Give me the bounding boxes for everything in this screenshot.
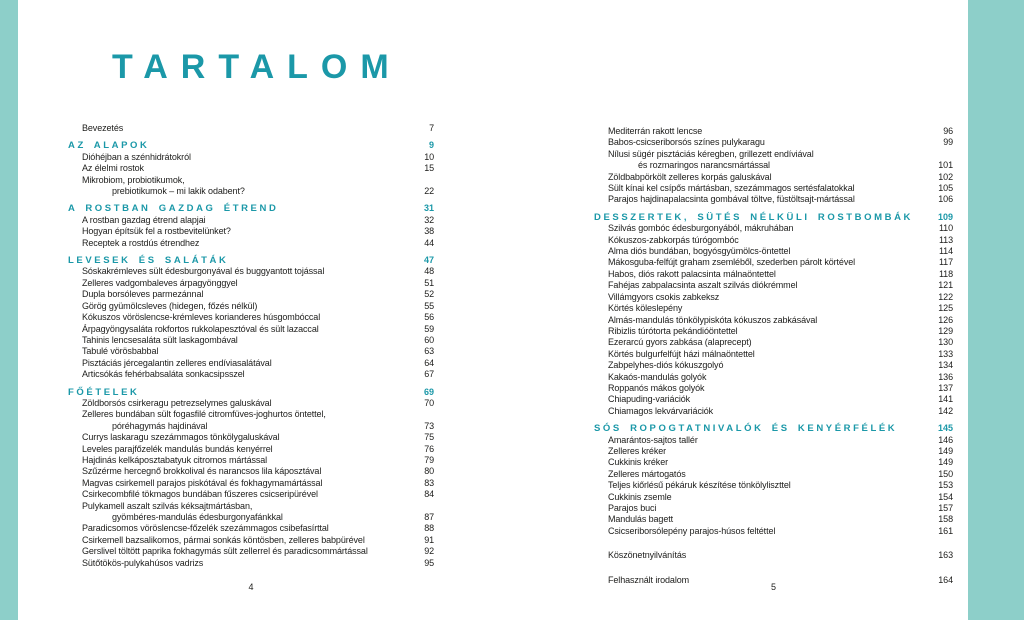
toc-entry-label: Hajdinás kelkáposztabatyuk citromos mártással xyxy=(82,454,268,465)
toc-entry xyxy=(68,215,434,226)
toc-entry-page: 76 xyxy=(424,443,434,454)
toc-entry-page: 91 xyxy=(424,534,434,545)
toc-entry xyxy=(68,369,434,380)
toc-section xyxy=(68,255,434,380)
toc-entry-label: Csirkecombfilé tökmagos bundában fűszeres csicseripürével xyxy=(82,489,318,500)
toc-entry xyxy=(68,175,434,186)
toc-entry xyxy=(68,163,434,174)
toc-entry-label: Ezerarcú gyors zabkása (alaprecept) xyxy=(608,337,752,348)
toc-entry-label: Paradicsomos vöröslencse-főzelék szezámmagos csibefasírttal xyxy=(82,523,329,534)
toc-entry-page: 153 xyxy=(938,480,953,491)
toc-entry-label: Cukkinis zsemle xyxy=(608,491,672,502)
toc-entry-label: Kókuszos vöröslencse-krémleves korianderes húsgombóccal xyxy=(82,312,321,323)
toc-entry xyxy=(594,394,953,405)
toc-entry-label: Receptek a rostdús étrendhez xyxy=(82,237,200,248)
toc-entry-page: 137 xyxy=(938,382,953,393)
toc-entry xyxy=(68,432,434,443)
toc-entry-label: Currys laskaragu szezámmagos tönkölygaluskával xyxy=(82,432,280,443)
toc-entry xyxy=(68,558,434,569)
toc-entry-page: 7 xyxy=(429,123,434,133)
toc-entry xyxy=(68,238,434,249)
toc-entry-label: Zelleres bundában sült fogasfilé citromfüves-joghurtos öntettel, xyxy=(82,409,326,420)
toc-entry-page: 38 xyxy=(424,226,434,237)
toc-section-heading-label: LEVESEK ÉS SALÁTÁK xyxy=(68,255,229,267)
toc-entry xyxy=(68,523,434,534)
toc-entry-label: Parajos buci xyxy=(608,503,657,513)
toc-entry-page: 88 xyxy=(424,523,434,534)
toc-entry xyxy=(68,266,434,277)
toc-section xyxy=(594,212,953,417)
toc-entry-continuation-page: 22 xyxy=(424,186,434,197)
toc-entry-page: 75 xyxy=(424,432,434,443)
toc-section xyxy=(594,126,953,206)
toc-entry-page: 142 xyxy=(938,405,953,416)
toc-entry-page: 99 xyxy=(943,137,953,148)
toc-entry xyxy=(594,469,953,480)
toc-entry-page: 51 xyxy=(424,277,434,288)
toc-entry-label: Amarántos-sajtos tallér xyxy=(608,434,698,445)
toc-section-heading xyxy=(68,140,434,151)
toc-section-heading-page: 145 xyxy=(937,423,953,434)
toc-entry xyxy=(594,372,953,383)
toc-entry-label: Felhasznált irodalom xyxy=(608,574,690,585)
toc-entry-page: 67 xyxy=(424,369,434,380)
toc-entry-page: 141 xyxy=(938,394,953,405)
toc-entry-label: Kókuszos-zabkorpás túrógombóc xyxy=(608,234,739,245)
toc-entry-page: 70 xyxy=(424,397,434,408)
toc-entry-label: Az élelmi rostok xyxy=(82,163,144,174)
toc-entry xyxy=(68,466,434,477)
toc-entry-page: 136 xyxy=(938,371,953,382)
toc-entry-page: 154 xyxy=(938,491,953,502)
toc-entry-label: Sütőtökös-pulykahúsos vadrizs xyxy=(82,557,204,568)
toc-entry xyxy=(594,303,953,314)
toc-entry-label: Almás-mandulás tönkölypiskóta kókuszos zabkásával xyxy=(608,314,818,325)
toc-entry xyxy=(68,301,434,312)
toc-entry-page: 130 xyxy=(938,337,953,348)
toc-section-heading-page: 47 xyxy=(423,255,434,266)
toc-entry-page: 44 xyxy=(424,237,434,248)
toc-entry-page: 60 xyxy=(424,334,434,345)
toc-entry xyxy=(594,360,953,371)
toc-section-heading-page: 109 xyxy=(937,211,953,222)
toc-entry-label: A rostban gazdag étrend alapjai xyxy=(82,214,206,225)
toc-entry xyxy=(594,326,953,337)
toc-entry-label: Pisztáciás jércegalantin zelleres endíviasalátával xyxy=(82,357,272,368)
toc-entry-label: Körtés bulgurfelfújt házi málnaöntettel xyxy=(608,348,755,359)
toc-entry-page: 161 xyxy=(938,525,953,536)
toc-entry-label: Parajos hajdinapalacsinta gombával töltve, füstöltsajt-mártással xyxy=(608,194,855,205)
toc-entry-continuation-page: 87 xyxy=(424,512,434,522)
toc-entry xyxy=(594,137,953,148)
toc-entry xyxy=(68,455,434,466)
toc-entry-label: Tabulé vörösbabbal xyxy=(82,346,159,357)
toc-entry-label: Mikrobiom, probiotikumok, xyxy=(82,174,185,185)
toc-entry xyxy=(594,349,953,360)
toc-entry-label: Szilvás gombóc édesburgonyából, mákruhában xyxy=(608,223,794,234)
toc-entry-page: 80 xyxy=(424,466,434,477)
toc-entry-label: Zabpelyhes-diós kókuszgolyó xyxy=(608,360,724,371)
toc-right-column xyxy=(594,126,953,586)
toc-entry xyxy=(68,409,434,420)
toc-entry xyxy=(68,489,434,500)
right-cover-edge xyxy=(968,0,1024,620)
toc-entry-continuation xyxy=(68,186,434,197)
toc-entry xyxy=(594,337,953,348)
toc-section-heading xyxy=(594,212,953,223)
toc-entry xyxy=(594,235,953,246)
toc-entry xyxy=(68,226,434,237)
toc-entry-page: 149 xyxy=(938,457,953,468)
toc-entry xyxy=(68,346,434,357)
toc-entry-continuation-page: 73 xyxy=(424,420,434,431)
left-cover-edge xyxy=(0,0,20,620)
toc-entry xyxy=(68,358,434,369)
toc-entry-label: Dióhéjban a szénhidrátokról xyxy=(82,151,191,162)
toc-entry xyxy=(68,278,434,289)
toc-entry-label: Roppanós mákos golyók xyxy=(608,382,705,393)
toc-entry xyxy=(594,514,953,525)
toc-entry xyxy=(594,292,953,303)
toc-section-heading-label: FŐÉTELEK xyxy=(68,386,140,398)
toc-entry-label: Zelleres vadgombaleves árpagyönggyel xyxy=(82,277,238,288)
right-page-number: 5 xyxy=(770,582,776,592)
toc-entry-continuation-label: póréhagymás hajdinával xyxy=(112,420,208,431)
toc-entry-page: 55 xyxy=(424,300,434,311)
toc-section xyxy=(594,550,953,561)
toc-section-heading-label: SÓS ROPOGTATNIVALÓK ÉS KENYÉRFÉLÉK xyxy=(594,423,898,435)
toc-entry-page: 163 xyxy=(938,550,953,561)
toc-entry-page: 146 xyxy=(938,434,953,445)
toc-entry-page: 48 xyxy=(424,266,434,277)
toc-entry-page: 106 xyxy=(938,194,953,205)
toc-entry xyxy=(594,126,953,137)
toc-entry xyxy=(594,315,953,326)
toc-entry xyxy=(594,406,953,417)
toc-entry-page: 117 xyxy=(938,257,953,268)
toc-entry xyxy=(68,501,434,512)
toc-entry-page: 102 xyxy=(938,171,953,182)
toc-entry-continuation-page: 101 xyxy=(938,160,953,171)
toc-entry-page: 133 xyxy=(938,348,953,359)
toc-entry-label: Fahéjas zabpalacsinta aszalt szilvás diókrémmel xyxy=(608,280,798,291)
page-title: TARTALOM xyxy=(112,48,402,86)
toc-entry-page: 64 xyxy=(424,357,434,368)
toc-entry xyxy=(68,398,434,409)
toc-entry-label: Babos-csicseriborsós színes pulykaragu xyxy=(608,137,765,148)
toc-entry xyxy=(594,183,953,194)
toc-entry xyxy=(594,269,953,280)
toc-entry-label: Dupla borsóleves parmezánnal xyxy=(82,289,204,300)
toc-entry-continuation-label: gyömbéres-mandulás édesburgonyafánkkal xyxy=(112,512,283,522)
toc-entry-page: 52 xyxy=(424,289,434,300)
toc-section-heading xyxy=(594,423,953,434)
toc-entry-label: Görög gyümölcsleves (hidegen, főzés nélkül) xyxy=(82,300,258,311)
toc-entry xyxy=(594,257,953,268)
toc-entry-label: Mediterrán rakott lencse xyxy=(608,126,703,136)
toc-entry-page: 84 xyxy=(424,489,434,500)
left-page-number: 4 xyxy=(248,582,254,592)
toc-section xyxy=(68,203,434,249)
toc-entry-page: 118 xyxy=(938,268,953,279)
toc-entry xyxy=(594,172,953,183)
toc-entry-page: 126 xyxy=(938,314,953,325)
toc-entry-label: Szűzérme hercegnő brokkolival és narancsos lila káposztával xyxy=(82,466,322,477)
toc-entry-page: 125 xyxy=(938,303,953,314)
toc-entry-label: Tahinis lencsesaláta sült laskagombával xyxy=(82,334,238,345)
toc-entry-label: Hogyan építsük fel a rostbevitelünket? xyxy=(82,226,231,237)
toc-entry xyxy=(594,383,953,394)
toc-entry-label: Alma diós bundában, bogyósgyümölcs-öntettel xyxy=(608,246,791,257)
toc-entry-continuation xyxy=(594,160,953,171)
toc-entry xyxy=(594,149,953,160)
toc-entry xyxy=(68,312,434,323)
toc-entry-label: Csicseriborsólepény parajos-húsos feltéttel xyxy=(608,525,776,536)
toc-entry-continuation xyxy=(68,421,434,432)
toc-entry xyxy=(594,223,953,234)
toc-entry-label: Kakaós-mandulás golyók xyxy=(608,371,707,382)
toc-entry-label: Articsókás fehérbabsaláta sonkacsipsszel xyxy=(82,369,245,380)
toc-entry-page: 158 xyxy=(938,514,953,525)
toc-entry xyxy=(68,289,434,300)
toc-entry xyxy=(594,550,953,561)
toc-entry-label: Villámgyors csokis zabkeksz xyxy=(608,291,720,302)
toc-entry-page: 56 xyxy=(424,312,434,323)
toc-entry xyxy=(68,478,434,489)
toc-entry xyxy=(594,194,953,205)
toc-section-heading-page: 9 xyxy=(428,140,434,151)
toc-entry xyxy=(594,503,953,514)
toc-entry-label: Leveles parajfőzelék mandulás bundás kenyérrel xyxy=(82,443,273,454)
toc-entry-label: Zöldborsós csirkeragu petrezselymes galuskával xyxy=(82,397,272,408)
toc-entry-page: 113 xyxy=(938,234,953,245)
toc-entry xyxy=(68,123,434,134)
toc-entry-page: 105 xyxy=(938,183,953,194)
toc-section-heading-label: DESSZERTEK, SÜTÉS NÉLKÜLI ROSTBOMBÁK xyxy=(594,211,913,223)
toc-entry-page: 149 xyxy=(938,445,953,456)
toc-entry-label: Habos, diós rakott palacsinta málnaöntettel xyxy=(608,268,776,279)
toc-section-heading-label: AZ ALAPOK xyxy=(68,140,150,152)
toc-entry xyxy=(594,446,953,457)
toc-section-heading xyxy=(68,387,434,398)
toc-entry-label: Árpagyöngysaláta rokfortos rukkolapesztóval és sült lazaccal xyxy=(82,323,319,334)
toc-entry-label: Ribizlis túrótorta pekándióöntettel xyxy=(608,325,738,336)
toc-entry-label: Pulykamell aszalt szilvás kéksajtmártásban, xyxy=(82,500,253,511)
toc-entry xyxy=(594,480,953,491)
toc-entry xyxy=(594,492,953,503)
toc-section xyxy=(68,387,434,570)
toc-entry-page: 15 xyxy=(424,163,434,174)
toc-entry-label: Sült kínai kel csípős mártásban, szezámmagos sertésfalatokkal xyxy=(608,183,855,194)
toc-entry-page: 134 xyxy=(938,360,953,371)
toc-section-heading-page: 69 xyxy=(423,386,434,397)
toc-section-heading-label: A ROSTBAN GAZDAG ÉTREND xyxy=(68,203,279,215)
toc-entry xyxy=(594,280,953,291)
toc-entry-label: Köszönetnyilvánítás xyxy=(608,550,687,561)
toc-entry xyxy=(594,457,953,468)
toc-section xyxy=(68,123,434,134)
toc-entry xyxy=(68,152,434,163)
toc-entry-page: 150 xyxy=(938,468,953,479)
toc-entry-page: 79 xyxy=(424,454,434,465)
toc-entry-label: Cukkinis kréker xyxy=(608,457,669,468)
toc-entry-page: 122 xyxy=(938,291,953,302)
toc-entry xyxy=(594,435,953,446)
toc-entry-page: 114 xyxy=(938,246,953,257)
toc-entry-page: 83 xyxy=(424,477,434,488)
toc-entry-label: Chiapuding-variációk xyxy=(608,394,691,405)
toc-entry-page: 92 xyxy=(424,546,434,557)
toc-entry-page: 121 xyxy=(938,280,953,291)
toc-section-heading xyxy=(68,203,434,214)
toc-entry-label: Mákosguba-felfújt graham zsemléből, szederben párolt körtével xyxy=(608,257,856,268)
toc-entry-label: Zelleres kréker xyxy=(608,445,667,456)
toc-entry-page: 63 xyxy=(424,346,434,357)
toc-entry-label: Körtés köleslepény xyxy=(608,303,683,314)
toc-left-column xyxy=(68,123,434,569)
toc-entry-label: Nílusi sügér pisztáciás kéregben, grillezett endíviával xyxy=(608,148,814,159)
toc-entry-label: Gerslivel töltött paprika fokhagymás sült zellerrel és paradicsommártással xyxy=(82,546,368,557)
toc-entry-label: Mandulás bagett xyxy=(608,514,674,525)
toc-entry-label: Zöldbabpörkölt zelleres korpás galuskával xyxy=(608,171,772,182)
toc-entry-page: 95 xyxy=(424,557,434,568)
toc-entry-page: 164 xyxy=(938,574,953,585)
toc-section xyxy=(594,423,953,537)
toc-entry-page: 59 xyxy=(424,323,434,334)
toc-section-heading-page: 31 xyxy=(423,203,434,214)
toc-entry-page: 129 xyxy=(938,325,953,336)
toc-entry xyxy=(68,444,434,455)
toc-entry-label: Magvas csirkemell parajos piskótával és fokhagymamártással xyxy=(82,477,323,488)
toc-entry-page: 32 xyxy=(424,214,434,225)
toc-entry-page: 157 xyxy=(938,503,953,513)
toc-entry-continuation xyxy=(68,512,434,523)
toc-entry xyxy=(68,546,434,557)
toc-entry-continuation-label: és rozmaringos narancsmártással xyxy=(638,160,770,171)
toc-entry-label: Bevezetés xyxy=(82,123,124,133)
toc-entry-page: 110 xyxy=(938,223,953,234)
toc-section xyxy=(68,140,434,197)
toc-entry-label: Csirkemell bazsalikomos, pármai sonkás köntösben, zelleres babpürével xyxy=(82,534,365,545)
toc-section-heading xyxy=(68,255,434,266)
toc-entry-label: Chiamagos lekvárvariációk xyxy=(608,405,714,416)
toc-entry xyxy=(594,526,953,537)
toc-entry-label: Teljes kiőrlésű pékáruk készítése tönkölyliszttel xyxy=(608,480,791,491)
toc-entry-page: 10 xyxy=(424,151,434,162)
toc-entry-continuation-label: prebiotikumok – mi lakik odabent? xyxy=(112,186,245,197)
toc-entry xyxy=(68,335,434,346)
toc-entry-label: Zelleres mártogatós xyxy=(608,468,686,479)
toc-entry xyxy=(594,246,953,257)
toc-entry-page: 96 xyxy=(943,126,953,136)
toc-entry xyxy=(68,324,434,335)
toc-entry xyxy=(68,535,434,546)
toc-entry-label: Sóskakrémleves sült édesburgonyával és buggyantott tojással xyxy=(82,266,325,277)
